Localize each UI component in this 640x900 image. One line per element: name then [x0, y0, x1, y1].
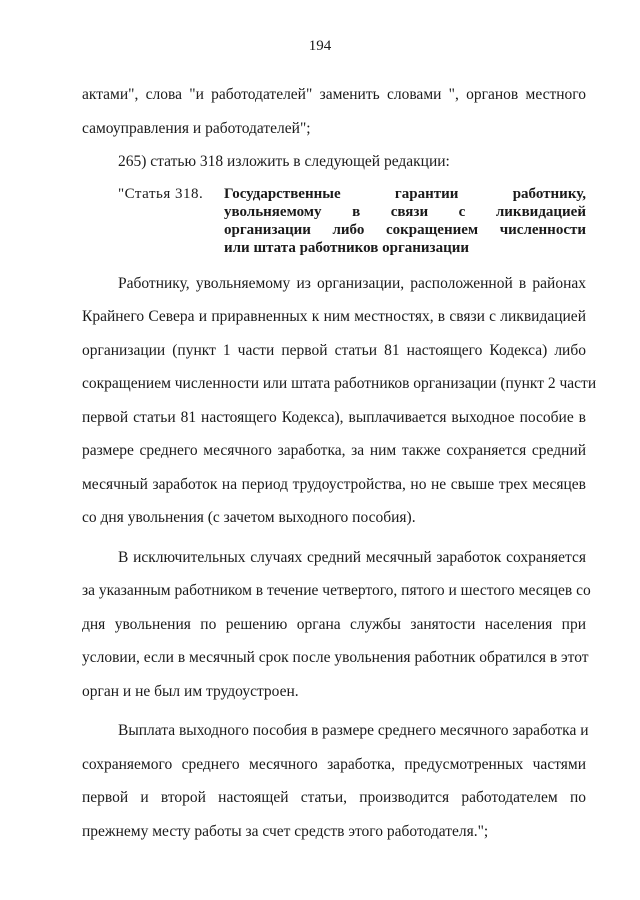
text-line: условии, если в месячный срок после увольнения работник обратился в этот [82, 649, 589, 666]
text-line: прежнему месту работы за счет средств этого работодателя."; [82, 822, 489, 840]
article-title-line: организации либо сокращением численности [224, 221, 586, 238]
item-265 [82, 145, 586, 179]
text-line: Работнику, увольняемому из организации, расположенной в районах [118, 274, 586, 292]
intro-paragraph [82, 78, 586, 145]
article-title [224, 185, 586, 257]
text-line: размере среднего месячного заработка, за ним также сохраняется средний [82, 442, 586, 459]
text-line: со дня увольнения (с зачетом выходного пособия). [82, 509, 416, 526]
text-line: сокращением численности или штата работников организации (пункт 2 части [82, 375, 597, 392]
text-line: дня увольнения по решению органа службы занятости населения при [82, 615, 586, 633]
paragraph-1 [82, 267, 597, 535]
text-line: первой статьи 81 настоящего Кодекса), выплачивается выходное пособие в [82, 408, 586, 426]
text-line: сохраняемого среднего месячного заработка, предусмотренных частями [82, 755, 586, 773]
text-line: актами", слова "и работодателей" заменить словами ", органов местного [82, 86, 586, 103]
page-number: 194 [308, 38, 332, 54]
article-title-line: или штата работников организации [224, 239, 469, 256]
text-line: организации (пункт 1 части первой статьи 81 настоящего Кодекса) либо [82, 341, 586, 359]
paragraph-2 [82, 541, 591, 709]
article-label: "Статья 318. [118, 185, 204, 202]
article-heading [82, 185, 586, 257]
text-line: 265) статью 318 изложить в следующей редакции: [118, 153, 450, 170]
text-line: за указанным работником в течение четвертого, пятого и шестого месяцев со [82, 582, 591, 599]
article-title-line: увольняемому в связи с ликвидацией [224, 203, 586, 220]
text-line: месячный заработок на период трудоустройства, но не свыше трех месяцев [82, 475, 586, 493]
document-body [82, 78, 597, 848]
article-title-line: Государственные гарантии работнику, [224, 185, 586, 202]
text-line: Крайнего Севера и приравненных к ним местностях, в связи с ликвидацией [82, 308, 586, 325]
paragraph-3 [82, 714, 589, 848]
text-line: самоуправления и работодателей"; [82, 119, 311, 137]
text-line: орган и не был им трудоустроен. [82, 682, 299, 700]
text-line: В исключительных случаях средний месячный заработок сохраняется [118, 548, 586, 566]
text-line: первой и второй настоящей статьи, производится работодателем по [82, 789, 586, 806]
text-line: Выплата выходного пособия в размере среднего месячного заработка и [118, 722, 589, 739]
